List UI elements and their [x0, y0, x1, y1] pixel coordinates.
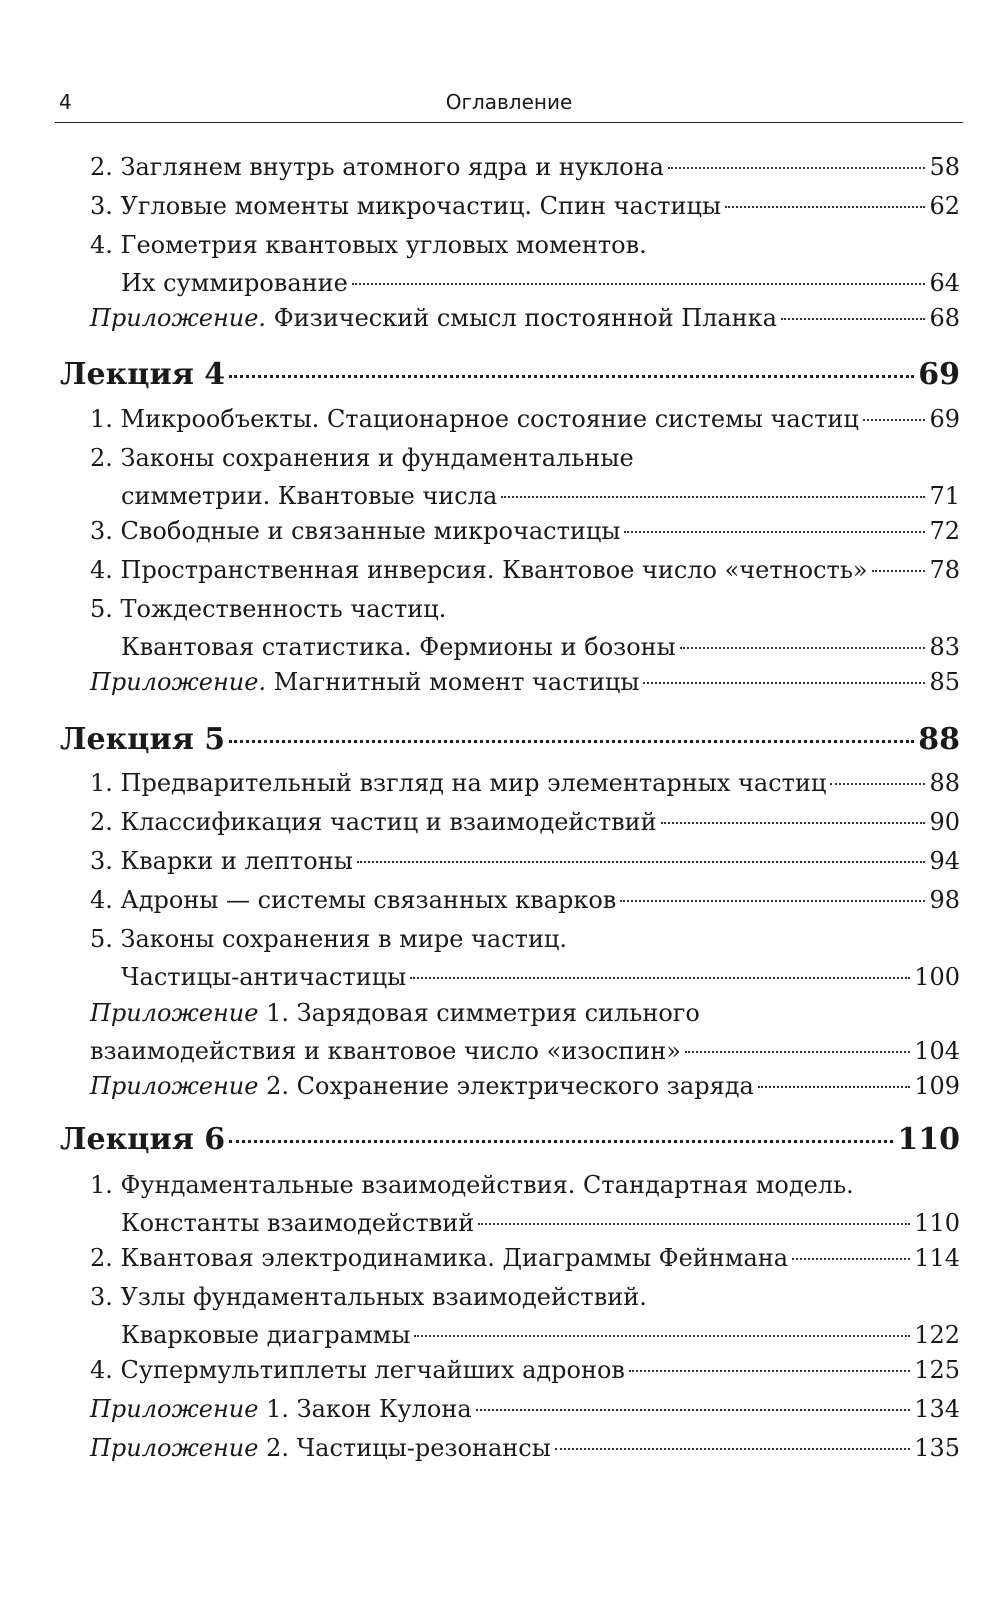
toc-entry[interactable]: [90, 881, 960, 919]
dot-leader: [781, 308, 925, 320]
entry-number: 1.: [90, 769, 113, 797]
entry-page: 98: [929, 886, 960, 914]
dot-leader: [725, 196, 925, 208]
lecture-title: Лекция 6: [60, 1122, 226, 1157]
dot-leader: [357, 851, 926, 863]
entry-title: Супермультиплеты легчайших адронов: [120, 1356, 625, 1384]
entry-page: 110: [914, 1209, 960, 1237]
toc-entry-appendix[interactable]: [90, 663, 960, 701]
lecture-title: Лекция 5: [60, 722, 226, 757]
dot-leader: [229, 730, 914, 743]
entry-number: 2.: [90, 1244, 113, 1272]
entry-page: 100: [914, 963, 960, 991]
dot-leader: [410, 967, 910, 979]
entry-title: Частицы-резонансы: [296, 1434, 551, 1462]
entry-number: 2.: [90, 153, 113, 181]
entry-title: Магнитный момент частицы: [273, 668, 640, 696]
lecture-page: 69: [918, 357, 960, 392]
entry-title: Их суммирование: [121, 269, 348, 297]
dot-leader: [620, 890, 925, 902]
entry-number: 5.: [90, 595, 113, 623]
toc-entry-appendix[interactable]: [90, 994, 960, 1070]
dot-leader: [555, 1438, 910, 1450]
entry-page: 104: [914, 1037, 960, 1065]
toc-entry[interactable]: [90, 439, 960, 515]
entry-title: Свободные и связанные микрочастицы: [120, 517, 621, 545]
entry-number: 3.: [90, 847, 113, 875]
running-header: [55, 88, 963, 123]
entry-title: Микрообъекты. Стационарное состояние системы частиц: [120, 405, 859, 433]
lecture-page: 88: [918, 722, 960, 757]
appendix-number: 1.: [266, 999, 289, 1027]
entry-page: 62: [929, 192, 960, 220]
toc-entry[interactable]: [90, 187, 960, 225]
dot-leader: [501, 486, 925, 498]
toc-entry[interactable]: [90, 920, 960, 996]
toc-entry[interactable]: [90, 803, 960, 841]
entry-page: 78: [929, 556, 960, 584]
dot-leader: [643, 672, 925, 684]
toc-entry[interactable]: [90, 1239, 960, 1277]
dot-leader: [661, 812, 926, 824]
entry-title: Сохранение электрического заряда: [296, 1072, 754, 1100]
entry-page: 64: [929, 269, 960, 297]
toc-entry[interactable]: [90, 148, 960, 186]
entry-page: 69: [929, 405, 960, 433]
entry-page: 58: [929, 153, 960, 181]
toc-entry[interactable]: [90, 226, 960, 302]
entry-title: Частицы-античастицы: [121, 963, 407, 991]
dot-leader: [668, 157, 925, 169]
entry-title: Классификация частиц и взаимодействий: [120, 808, 657, 836]
entry-page: 88: [929, 769, 960, 797]
toc-entry[interactable]: [90, 1166, 960, 1242]
lecture-heading[interactable]: [60, 355, 960, 395]
entry-number: 2.: [90, 808, 113, 836]
toc-entry[interactable]: [90, 1278, 960, 1354]
appendix-label: Приложение.: [90, 668, 267, 696]
entry-number: 1.: [90, 405, 113, 433]
entry-title-line1: Тождественность частиц.: [120, 595, 447, 623]
toc-entry-appendix[interactable]: [90, 1067, 960, 1105]
running-title: Оглавление: [445, 90, 573, 114]
entry-page: 90: [929, 808, 960, 836]
dot-leader: [478, 1213, 910, 1225]
entry-title: Угловые моменты микрочастиц. Спин частицы: [120, 192, 722, 220]
entry-page: 72: [929, 517, 960, 545]
appendix-label: Приложение: [90, 1434, 259, 1462]
lecture-title: Лекция 4: [60, 357, 226, 392]
dot-leader: [830, 773, 925, 785]
dot-leader: [685, 1041, 910, 1053]
toc-entry[interactable]: [90, 551, 960, 589]
entry-page: 83: [929, 633, 960, 661]
toc-entry[interactable]: [90, 590, 960, 666]
toc-entry[interactable]: [90, 400, 960, 438]
entry-title-line1: Геометрия квантовых угловых моментов.: [120, 231, 647, 259]
dot-leader: [414, 1325, 910, 1337]
entry-title: Пространственная инверсия. Квантовое число «четность»: [120, 556, 868, 584]
lecture-heading[interactable]: [60, 720, 960, 760]
toc-entry-appendix[interactable]: [90, 299, 960, 337]
entry-title: Закон Кулона: [296, 1395, 472, 1423]
entry-title: Физический смысл постоянной Планка: [273, 304, 777, 332]
entry-title: Квантовая статистика. Фермионы и бозоны: [121, 633, 676, 661]
entry-number: 3.: [90, 517, 113, 545]
entry-title: Кварковые диаграммы: [121, 1321, 411, 1349]
entry-page: 135: [914, 1434, 960, 1462]
entry-title: Кварки и лептоны: [120, 847, 353, 875]
dot-leader: [629, 1360, 910, 1372]
toc-entry-appendix[interactable]: [90, 1429, 960, 1467]
entry-page: 125: [914, 1356, 960, 1384]
lecture-heading[interactable]: [60, 1120, 960, 1160]
dot-leader: [352, 273, 926, 285]
appendix-number: 2.: [266, 1434, 289, 1462]
entry-number: 3.: [90, 1283, 113, 1311]
dot-leader: [863, 409, 926, 421]
appendix-label: Приложение: [90, 999, 259, 1027]
entry-page: 134: [914, 1395, 960, 1423]
toc-entry[interactable]: [90, 512, 960, 550]
dot-leader: [624, 521, 925, 533]
entry-title-line1: Фундаментальные взаимодействия. Стандартная модель.: [120, 1171, 854, 1199]
entry-page: 94: [929, 847, 960, 875]
dot-leader: [229, 1130, 893, 1143]
toc-entry-appendix[interactable]: [90, 1390, 960, 1428]
entry-page: 109: [914, 1072, 960, 1100]
entry-number: 5.: [90, 925, 113, 953]
entry-title: Адроны — системы связанных кварков: [120, 886, 617, 914]
entry-number: 4.: [90, 231, 113, 259]
entry-number: 4.: [90, 1356, 113, 1384]
entry-title: Квантовая электродинамика. Диаграммы Фейнмана: [120, 1244, 789, 1272]
entry-title-line1: Законы сохранения и фундаментальные: [120, 444, 634, 472]
appendix-label: Приложение: [90, 1072, 259, 1100]
dot-leader: [872, 560, 926, 572]
entry-page: 122: [914, 1321, 960, 1349]
appendix-number: 1.: [266, 1395, 289, 1423]
entry-page: 68: [929, 304, 960, 332]
entry-title-line1: Узлы фундаментальных взаимодействий.: [120, 1283, 647, 1311]
appendix-label: Приложение.: [90, 304, 267, 332]
dot-leader: [476, 1399, 911, 1411]
entry-title: Константы взаимодействий: [121, 1209, 475, 1237]
entry-number: 3.: [90, 192, 113, 220]
lecture-page: 110: [897, 1122, 960, 1157]
dot-leader: [792, 1248, 910, 1260]
entry-title: симметрии. Квантовые числа: [121, 482, 498, 510]
entry-number: 2.: [90, 444, 113, 472]
entry-title: взаимодействия и квантовое число «изоспин»: [90, 1037, 681, 1065]
entry-page: 114: [914, 1244, 960, 1272]
entry-title: Предварительный взгляд на мир элементарных частиц: [120, 769, 827, 797]
dot-leader: [758, 1076, 910, 1088]
page-number: 4: [59, 90, 72, 114]
entry-title: Заглянем внутрь атомного ядра и нуклона: [120, 153, 664, 181]
entry-number: 1.: [90, 1171, 113, 1199]
entry-number: 4.: [90, 886, 113, 914]
toc-entry[interactable]: [90, 764, 960, 802]
entry-page: 71: [929, 482, 960, 510]
entry-title-line1: Законы сохранения в мире частиц.: [120, 925, 567, 953]
entry-title-line1: Зарядовая симметрия сильного: [296, 999, 700, 1027]
entry-page: 85: [929, 668, 960, 696]
toc-entry[interactable]: [90, 1351, 960, 1389]
appendix-number: 2.: [266, 1072, 289, 1100]
entry-number: 4.: [90, 556, 113, 584]
dot-leader: [680, 637, 926, 649]
toc-entry[interactable]: [90, 842, 960, 880]
appendix-label: Приложение: [90, 1395, 259, 1423]
dot-leader: [229, 365, 914, 378]
